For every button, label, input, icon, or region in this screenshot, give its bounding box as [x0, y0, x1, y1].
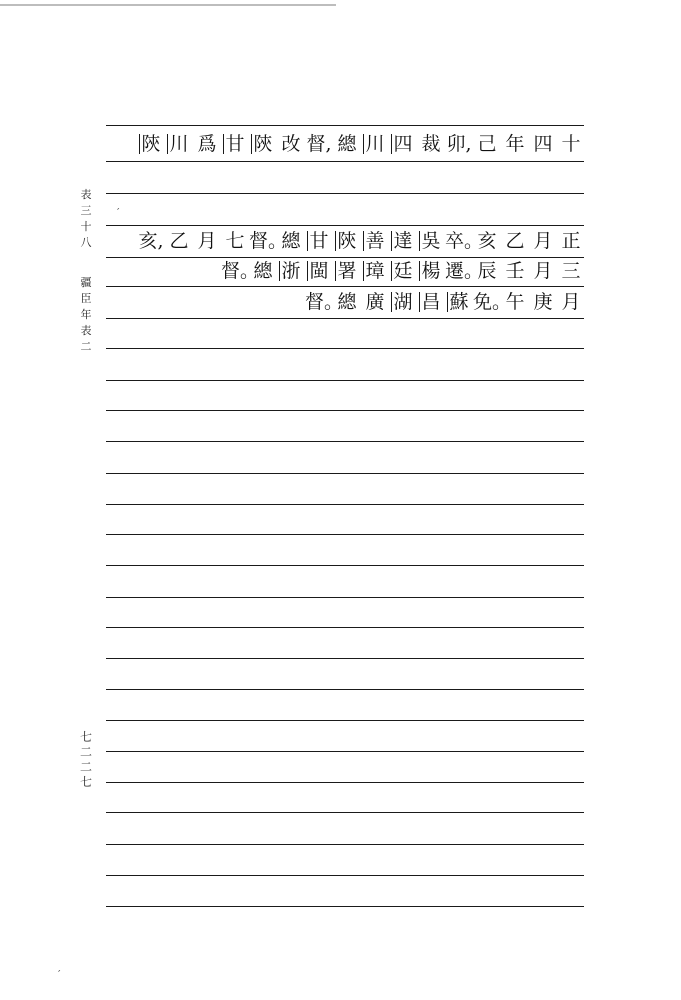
table-cell-char: 辰	[477, 260, 497, 282]
table-cell-char: 正	[561, 230, 581, 252]
table-cell-char: 月	[533, 260, 553, 282]
table-row-third-month	[221, 256, 585, 286]
page-number-char: 七	[80, 775, 93, 789]
table-cell-char: 閩	[305, 256, 333, 286]
table-cell-char: 免。	[473, 291, 512, 313]
table-row-first-month	[137, 226, 585, 256]
table-rule-line	[106, 504, 584, 505]
table-cell-char: 月	[533, 230, 553, 252]
table-rule-line	[106, 751, 584, 752]
side-title-char: 表	[80, 324, 92, 337]
table-cell-char: 川	[361, 129, 389, 159]
side-title-char: 二	[80, 340, 92, 353]
table-rule-line	[106, 782, 584, 783]
table-cell-char: 裁	[421, 133, 441, 155]
side-title-char: 年	[80, 308, 92, 321]
table-cell-char: 年	[505, 133, 525, 155]
table-cell-char: 督。	[249, 230, 288, 252]
table-rule-line	[106, 534, 584, 535]
ink-speck: ′	[58, 968, 61, 981]
page-number	[80, 730, 92, 790]
table-cell-char: 卯,	[446, 133, 472, 155]
table-cell-char: 浙	[277, 256, 305, 286]
top-edge-rule	[0, 4, 336, 6]
table-rule-line	[106, 658, 584, 659]
ink-speck: ′	[117, 206, 120, 219]
table-rule-line	[106, 441, 584, 442]
table-cell-char: 督。	[305, 291, 344, 313]
table-cell-char: 督,	[306, 133, 332, 155]
table-rule-line	[106, 875, 584, 876]
table-cell-char: 廣	[365, 291, 385, 313]
table-cell-char: 己	[477, 133, 497, 155]
table-rule-line	[106, 161, 584, 162]
side-title-char: 臣	[80, 292, 92, 305]
table-cell-char: 總	[281, 230, 301, 252]
table-cell-char: 督。	[221, 260, 260, 282]
table-cell-char: 署	[333, 256, 361, 286]
table-cell-char: 爲	[197, 133, 217, 155]
side-title-char: 疆	[80, 276, 92, 289]
table-cell-char: 湖	[389, 287, 417, 317]
table-cell-char: 七	[225, 230, 245, 252]
table-cell-char: 庚	[533, 291, 553, 313]
table-cell-char: 總	[337, 133, 357, 155]
table-rule-line	[106, 318, 584, 319]
table-cell-char: 甘	[305, 226, 333, 256]
table-cell-char: 乙	[505, 230, 525, 252]
table-rule-line	[106, 473, 584, 474]
table-rule-line	[106, 193, 584, 194]
table-cell-char: 陝	[333, 226, 361, 256]
table-cell-char: 亥	[477, 230, 497, 252]
table-rule-line	[106, 348, 584, 349]
table-rule-line	[106, 597, 584, 598]
table-rule-line	[106, 410, 584, 411]
side-title-char: 表	[80, 188, 92, 201]
table-cell-char: 川	[165, 129, 193, 159]
table-rule-line	[106, 844, 584, 845]
table-cell-char: 璋	[361, 256, 389, 286]
side-title	[80, 187, 92, 355]
table-cell-char: 楊	[417, 256, 445, 286]
table-cell-char: 四	[389, 129, 417, 159]
table-cell-char: 三	[561, 260, 581, 282]
table-cell-char: 月	[197, 230, 217, 252]
page-number-char: 二	[80, 760, 93, 774]
table-cell-char: 改	[281, 133, 301, 155]
table-cell-char: 總	[253, 260, 273, 282]
table-cell-char: 四	[533, 133, 553, 155]
table-cell-char: 乙	[169, 230, 189, 252]
table-cell-char: 陝	[249, 129, 277, 159]
table-rule-line	[106, 812, 584, 813]
table-rule-line	[106, 565, 584, 566]
table-cell-char: 陝	[137, 129, 165, 159]
page-number-char: 七	[80, 730, 93, 744]
table-cell-char: 廷	[389, 256, 417, 286]
table-cell-char: 甘	[221, 129, 249, 159]
table-cell-char: 吳	[417, 226, 445, 256]
table-cell-char: 午	[505, 291, 525, 313]
table-row-wuyue-month	[305, 287, 585, 317]
side-title-char: 三	[80, 204, 92, 217]
table-row-year-entry	[137, 129, 585, 159]
side-title-char: 十	[80, 220, 92, 233]
table-cell-char: 十	[561, 133, 581, 155]
side-title-char: 八	[80, 236, 92, 249]
table-rule-line	[106, 720, 584, 721]
page-number-char: 二	[80, 745, 93, 759]
table-cell-char: 月	[561, 291, 581, 313]
table-cell-char: 總	[337, 291, 357, 313]
table-cell-char: 亥,	[138, 230, 164, 252]
table-cell-char: 卒。	[445, 230, 484, 252]
table-rule-line	[106, 689, 584, 690]
table-cell-char: 遷。	[445, 260, 484, 282]
table-cell-char: 達	[389, 226, 417, 256]
table-rule-line	[106, 627, 584, 628]
table-rule-line	[106, 380, 584, 381]
side-title-gap	[80, 251, 92, 275]
table-cell-char: 善	[361, 226, 389, 256]
table-cell-char: 壬	[505, 260, 525, 282]
table-cell-char: 昌	[417, 287, 445, 317]
table-rule-line	[106, 906, 584, 907]
table-cell-char: 蘇	[445, 287, 473, 317]
table-rule-line	[106, 125, 584, 126]
